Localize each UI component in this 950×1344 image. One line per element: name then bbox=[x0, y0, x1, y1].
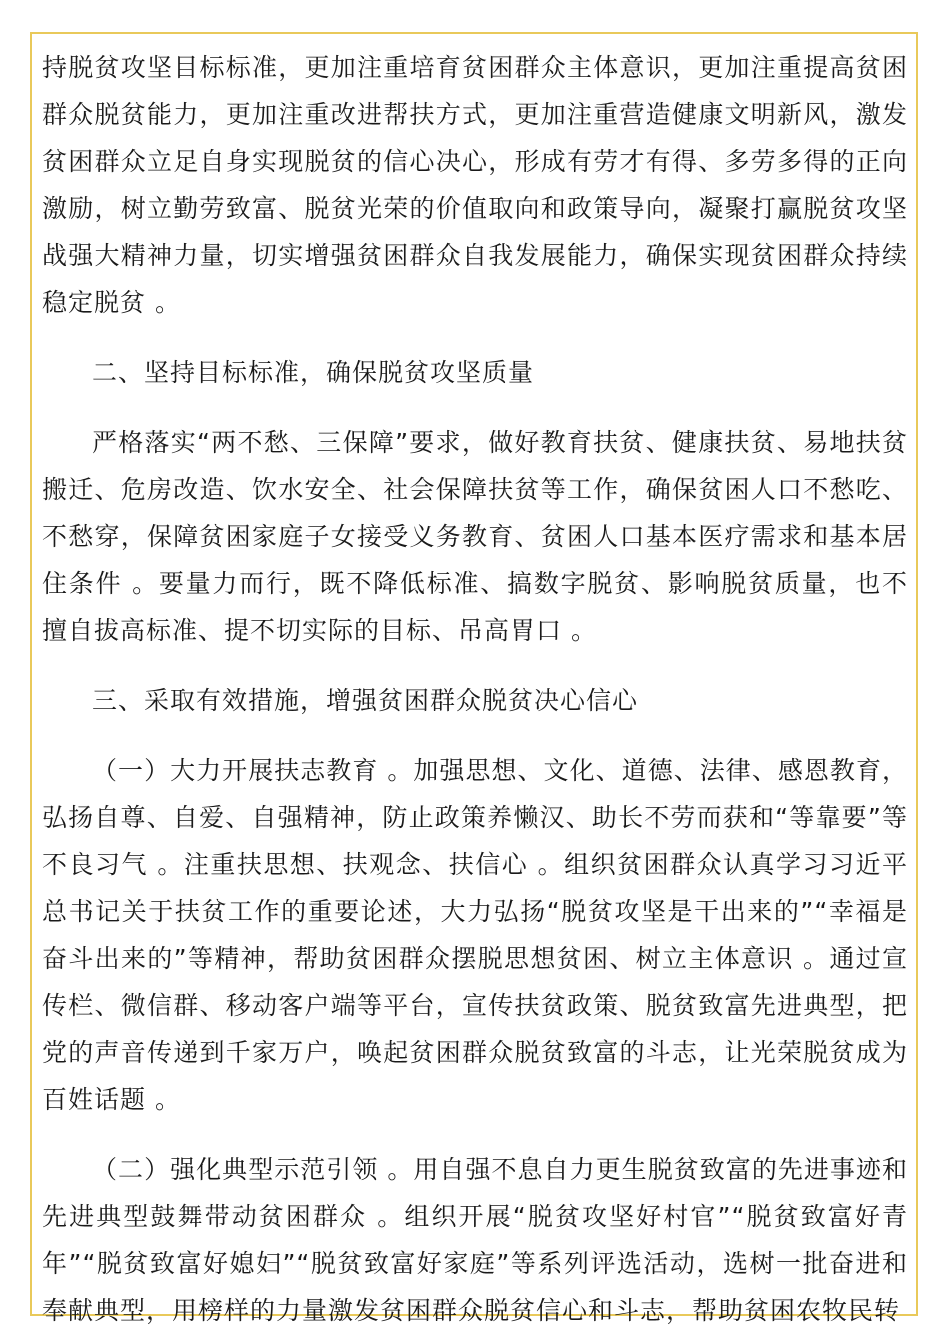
paragraph-subsection-2: （二）强化典型示范引领 。用自强不息自力更生脱贫致富的先进事迹和先进典型鼓舞带动贫困群众 。组织开展“脱贫攻坚好村官”“脱贫致富好青年”“脱贫致富好媳妇”“脱贫致富好家庭”等系列评选活动，选树一批奋进和奉献典型，用榜样的力量激发贫困群众脱贫信心和斗志，帮助贫困农牧民转 bbox=[42, 1155, 908, 1325]
document-body bbox=[42, 44, 908, 1334]
paragraph-standards: 严格落实“两不愁、三保障”要求，做好教育扶贫、健康扶贫、易地扶贫搬迁、危房改造、饮水安全、社会保障扶贫等工作，确保贫困人口不愁吃、不愁穿，保障贫困家庭子女接受义务教育、贫困人口基本医疗需求和基本居住条件 。要量力而行，既不降低标准、搞数字脱贫、影响脱贫质量，也不擅自拔高标准、提不切实际的目标、吊高胃口 。 bbox=[42, 428, 908, 645]
paragraph-subsection-1: （一）大力开展扶志教育 。加强思想、文化、道德、法律、感恩教育，弘扬自尊、自爱、自强精神，防止政策养懒汉、助长不劳而获和“等靠要”等不良习气 。注重扶思想、扶观念、扶信心 。组织贫困群众认真学习习近平总书记关于扶贫工作的重要论述，大力弘扬“脱贫攻坚是干出来的”“幸福是奋斗出来的”等精神，帮助贫困群众摆脱思想贫困、树立主体意识 。通过宣传栏、微信群、移动客户端等平台，宣传扶贫政策、脱贫致富先进典型，把党的声音传递到千家万户，唤起贫困群众脱贫致富的斗志，让光荣脱贫成为百姓话题 。 bbox=[42, 756, 908, 1114]
section-heading-3: 三、采取有效措施，增强贫困群众脱贫决心信心 bbox=[92, 686, 639, 715]
section-heading-2: 二、坚持目标标准，确保脱贫攻坚质量 bbox=[92, 358, 535, 387]
paragraph-continuation: 持脱贫攻坚目标标准，更加注重培育贫困群众主体意识，更加注重提高贫困群众脱贫能力，更加注重改进帮扶方式，更加注重营造健康文明新风，激发贫困群众立足自身实现脱贫的信心决心，形成有劳才有得、多劳多得的正向激励，树立勤劳致富、脱贫光荣的价值取向和政策导向，凝聚打赢脱贫攻坚战强大精神力量，切实增强贫困群众自我发展能力，确保实现贫困群众持续稳定脱贫 。 bbox=[42, 53, 908, 317]
